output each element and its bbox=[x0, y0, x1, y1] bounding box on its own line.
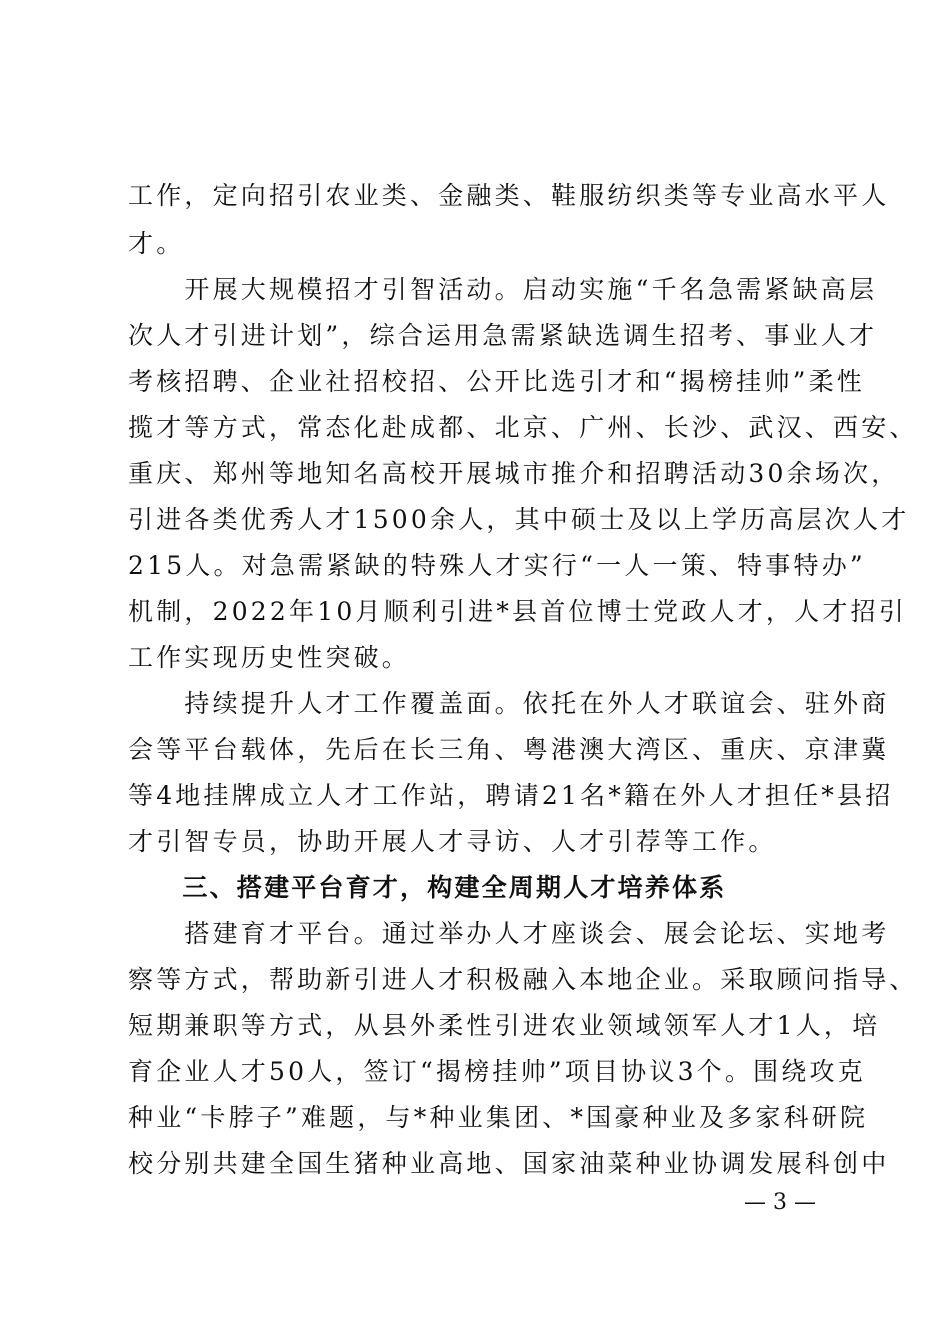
text-line: 次人才引进计划”，综合运用急需紧缺选调生招考、事业人才 bbox=[128, 321, 878, 350]
text-line: 215人。对急需紧缺的特殊人才实行“一人一策、特事特办” bbox=[128, 551, 866, 580]
text-line: 种业“卡脖子”难题，与*种业集团、*国豪种业及多家科研院 bbox=[128, 1103, 869, 1132]
text-line: 考核招聘、企业社招校招、公开比选引才和“揭榜挂帅”柔性 bbox=[128, 367, 865, 396]
text-line: 引进各类优秀人才1500余人，其中硕士及以上学历高层次人才 bbox=[128, 505, 910, 534]
text-line: 短期兼职等方式，从县外柔性引进农业领域领军人才1人，培 bbox=[128, 1011, 881, 1040]
text-line: 重庆、郑州等地知名高校开展城市推介和招聘活动30余场次， bbox=[128, 459, 900, 488]
text-line: 会等平台载体，先后在长三角、粤港澳大湾区、重庆、京津冀 bbox=[128, 735, 890, 764]
text-line: 开展大规模招才引智活动。启动实施“千名急需紧缺高层 bbox=[128, 275, 878, 304]
text-line: 机制，2022年10月顺利引进*县首位博士党政人才，人才招引 bbox=[128, 597, 907, 626]
section-heading: 三、搭建平台育才，构建全周期人才培养体系 bbox=[128, 873, 727, 902]
page-number: — 3 — bbox=[744, 1190, 816, 1215]
text-line: 校分别共建全国生猪种业高地、国家油菜种业协调发展科创中 bbox=[128, 1149, 890, 1178]
text-line: 揽才等方式，常态化赴成都、北京、广州、长沙、武汉、西安、 bbox=[128, 413, 918, 442]
text-line: 育企业人才50人，签订“揭榜挂帅”项目协议3个。围绕攻克 bbox=[128, 1057, 866, 1086]
text-line: 察等方式，帮助新引进人才积极融入本地企业。采取顾问指导、 bbox=[128, 965, 918, 994]
text-line: 持续提升人才工作覆盖面。依托在外人才联谊会、驻外商 bbox=[128, 689, 890, 718]
text-line: 才。 bbox=[128, 229, 185, 258]
text-line: 工作实现历史性突破。 bbox=[128, 643, 411, 672]
text-line: 工作，定向招引农业类、金融类、鞋服纺织类等专业高水平人 bbox=[128, 181, 890, 210]
text-line: 等4地挂牌成立人才工作站，聘请21名*籍在外人才担任*县招 bbox=[128, 781, 894, 810]
text-line: 才引智专员，协助开展人才寻访、人才引荐等工作。 bbox=[128, 827, 777, 856]
text-line: 搭建育才平台。通过举办人才座谈会、展会论坛、实地考 bbox=[128, 919, 890, 948]
